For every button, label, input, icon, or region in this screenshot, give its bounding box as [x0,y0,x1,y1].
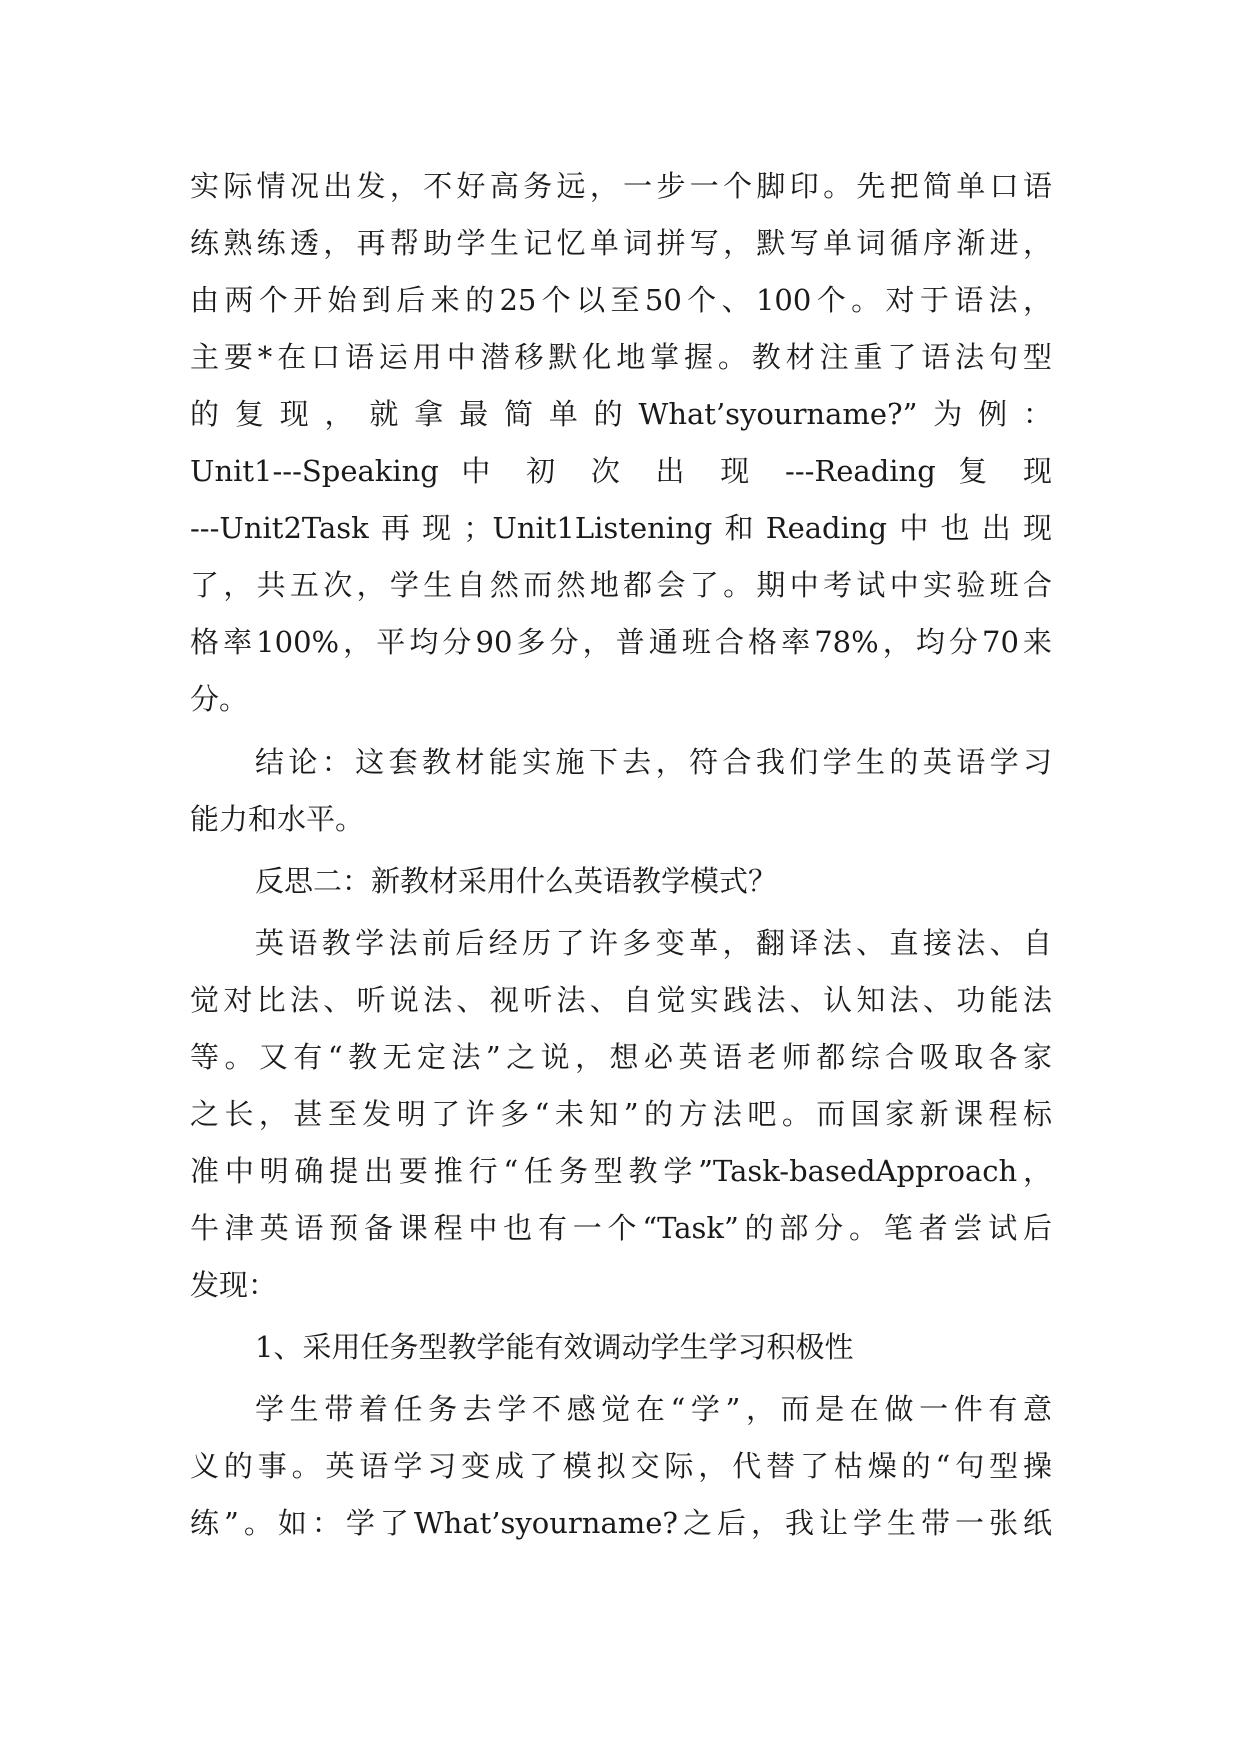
paragraph-line: 英语教学法前后经历了许多变革，翻译法、直接法、自 [255,926,1052,960]
paragraph-line: 的复现，就拿最简单的What’syourname?”为例： [190,397,1052,431]
paragraph-line: 主要*在口语运用中潜移默化地掌握。教材注重了语法句型 [190,340,1052,374]
paragraph-line: 等。又有“教无定法”之说，想必英语老师都综合吸取各家 [190,1040,1052,1074]
paragraph-line: 练”。如：学了What’syourname?之后，我让学生带一张纸 [190,1506,1052,1540]
paragraph-line: 学生带着任务去学不感觉在“学”，而是在做一件有意 [255,1392,1052,1426]
paragraph-line: 义的事。英语学习变成了模拟交际，代替了枯燥的“句型操 [190,1449,1052,1483]
paragraph-line: 实际情况出发，不好高务远，一步一个脚印。先把简单口语 [190,169,1052,203]
paragraph-line: 之长，甚至发明了许多“未知”的方法吧。而国家新课程标 [190,1097,1052,1131]
section-heading: 反思二：新教材采用什么英语教学模式？ [255,864,778,898]
paragraph-line: 分。 [190,682,249,716]
paragraph-line: 练熟练透，再帮助学生记忆单词拼写，默写单词循序渐进， [190,226,1052,260]
paragraph-line: 格率100%，平均分90多分，普通班合格率78%，均分70来 [190,625,1052,659]
paragraph-line: 发现： [190,1268,278,1302]
conclusion-line: 结论：这套教材能实施下去，符合我们学生的英语学习 [255,745,1052,779]
paragraph-line: 牛津英语预备课程中也有一个“Task”的部分。笔者尝试后 [190,1211,1052,1245]
paragraph-line: 能力和水平。 [190,802,365,836]
paragraph-line: Unit1---Speaking 中 初 次 出 现 ---Reading 复 现 [190,454,1052,488]
subheading: 1、采用任务型教学能有效调动学生学习积极性 [255,1330,854,1364]
paragraph-line: 由两个开始到后来的25个以至50个、100个。对于语法， [190,283,1052,317]
paragraph-line: ---Unit2Task再现；Unit1Listening和Reading中也出现 [190,511,1052,545]
paragraph-line: 了，共五次，学生自然而然地都会了。期中考试中实验班合 [190,568,1052,602]
paragraph-line: 觉对比法、听说法、视听法、自觉实践法、认知法、功能法 [190,983,1052,1017]
paragraph-line: 准中明确提出要推行“任务型教学”Task-basedApproach， [190,1154,1052,1188]
